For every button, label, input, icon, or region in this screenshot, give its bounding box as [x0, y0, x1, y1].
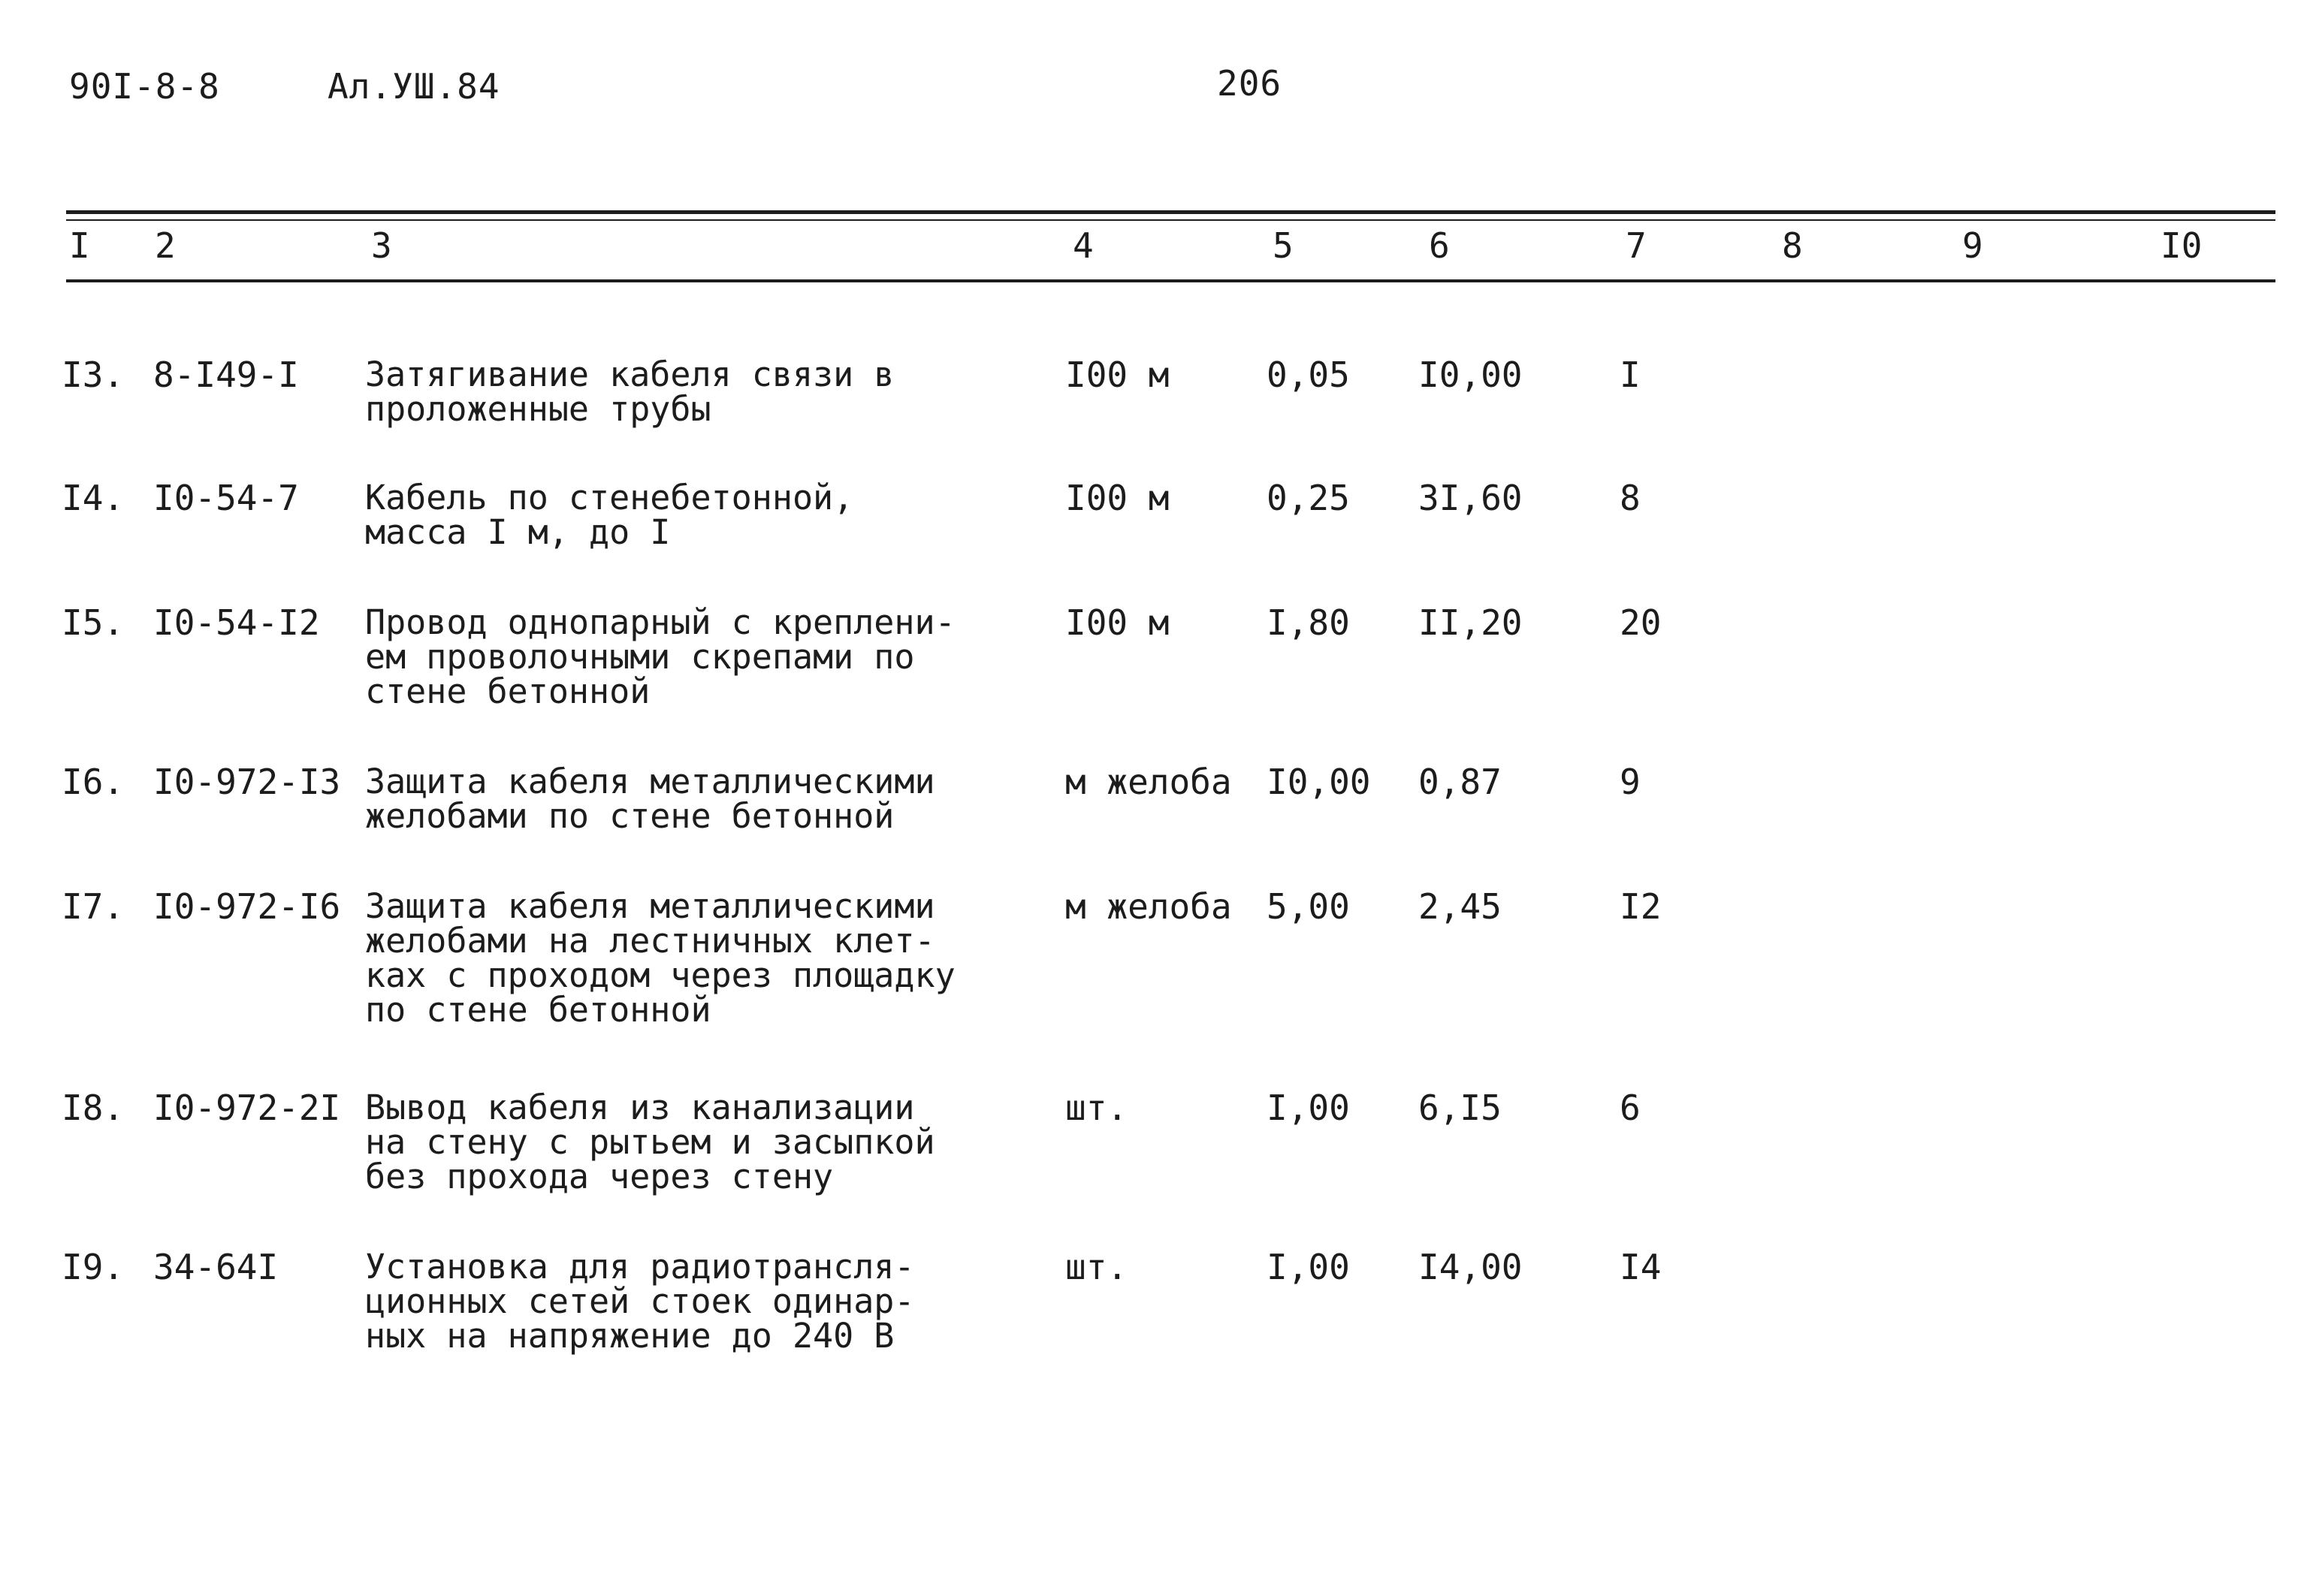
quantity: I,00 [1267, 1088, 1350, 1128]
rate-code: 34-64I [153, 1247, 279, 1287]
work-description: Защита кабеля металлическими желобами по стене бетонной [365, 762, 935, 836]
quantity: I,00 [1267, 1247, 1350, 1287]
column-7-value: 9 [1620, 762, 1641, 802]
row-number: I3. [62, 354, 125, 395]
page-number: 206 [1217, 63, 1282, 104]
work-description: Провод однопарный с креплени- ем проволочными скрепами по стене бетонной [365, 602, 956, 711]
unit-price: II,20 [1418, 602, 1523, 643]
unit: I00 м [1065, 478, 1170, 518]
column-number: 3 [371, 225, 392, 266]
unit: м желоба [1065, 762, 1232, 802]
work-description: Вывод кабеля из канализации на стену с рытьем и засыпкой без прохода через стену [365, 1088, 935, 1196]
quantity: 0,05 [1267, 354, 1350, 395]
column-number: 9 [1962, 225, 1983, 266]
rate-code: I0-972-2I [153, 1088, 341, 1128]
unit-price: I4,00 [1418, 1247, 1523, 1287]
quantity: I0,00 [1267, 762, 1371, 802]
unit: шт. [1065, 1088, 1128, 1128]
unit-price: 2,45 [1418, 886, 1502, 927]
column-7-value: 6 [1620, 1088, 1641, 1128]
top-rule [66, 210, 2275, 214]
row-number: I5. [62, 602, 125, 643]
column-number: I0 [2161, 225, 2203, 266]
unit: I00 м [1065, 602, 1170, 643]
quantity: 0,25 [1267, 478, 1350, 518]
rate-code: 8-I49-I [153, 354, 299, 395]
row-number: I8. [62, 1088, 125, 1128]
row-number: I6. [62, 762, 125, 802]
column-number: 4 [1073, 225, 1094, 266]
unit-price: 6,I5 [1418, 1088, 1502, 1128]
quantity: I,80 [1267, 602, 1350, 643]
unit-price: 0,87 [1418, 762, 1502, 802]
project-code: 90I-8-8 [69, 66, 220, 107]
quantity: 5,00 [1267, 886, 1350, 927]
column-number: 5 [1273, 225, 1294, 266]
work-description: Установка для радиотрансля- ционных сетей стоек одинар- ных на напряжение до 240 В [365, 1247, 915, 1356]
work-description: Кабель по стенебетонной, масса I м, до I [365, 478, 854, 552]
column-number: 2 [155, 225, 176, 266]
column-7-value: I4 [1620, 1247, 1662, 1287]
column-7-value: 8 [1620, 478, 1641, 518]
unit: м желоба [1065, 886, 1232, 927]
rate-code: I0-972-I3 [153, 762, 341, 802]
unit-price: I0,00 [1418, 354, 1523, 395]
row-number: I9. [62, 1247, 125, 1287]
work-description: Затягивание кабеля связи в проложенные трубы [365, 354, 895, 429]
unit-price: 3I,60 [1418, 478, 1523, 518]
column-7-value: I2 [1620, 886, 1662, 927]
row-number: I7. [62, 886, 125, 927]
album-reference: Ал.УШ.84 [328, 66, 500, 107]
unit: шт. [1065, 1247, 1128, 1287]
unit: I00 м [1065, 354, 1170, 395]
column-number: I [69, 225, 90, 266]
rate-code: I0-54-7 [153, 478, 299, 518]
column-7-value: I [1620, 354, 1641, 395]
column-7-value: 20 [1620, 602, 1662, 643]
column-number: 7 [1626, 225, 1647, 266]
header-bottom-rule [66, 279, 2275, 282]
row-number: I4. [62, 478, 125, 518]
top-rule-thin [66, 219, 2275, 221]
rate-code: I0-972-I6 [153, 886, 341, 927]
rate-code: I0-54-I2 [153, 602, 320, 643]
work-description: Защита кабеля металлическими желобами на лестничных клет- ках с проходом через площадку по стене бетонной [365, 886, 956, 1030]
column-number: 8 [1782, 225, 1803, 266]
column-number: 6 [1429, 225, 1450, 266]
